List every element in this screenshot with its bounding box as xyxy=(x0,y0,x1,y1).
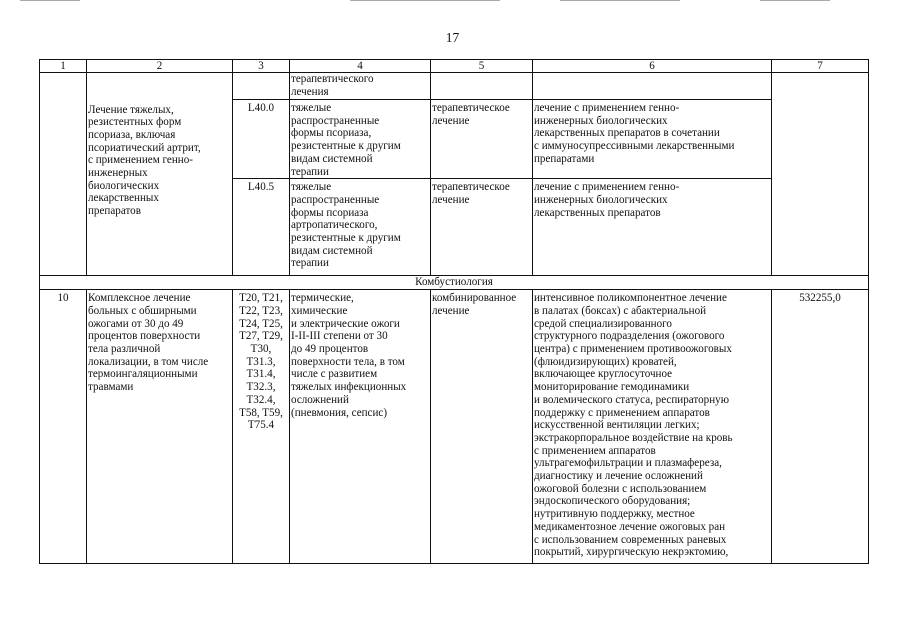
text-line: экстракорпоральное воздействие на кровь xyxy=(534,431,733,444)
text-lines xyxy=(88,290,231,394)
text-line: формы псориаза xyxy=(291,206,369,219)
text-line: лекарственных препаратов в сочетании xyxy=(534,127,720,140)
text-line: T27, T29, xyxy=(239,330,283,343)
method-name-cell xyxy=(87,100,233,276)
text-line: лечение с применением генно- xyxy=(534,181,680,194)
text-line: интенсивное поликомпонентное лечение xyxy=(534,292,727,305)
text-line: лекарственных xyxy=(88,192,159,205)
text-line: с применением генно- xyxy=(88,154,193,167)
diagnosis-code: L40.5 xyxy=(247,181,275,194)
text-line: терапевтическое xyxy=(432,102,510,114)
text-line: Комплексное лечение xyxy=(88,292,191,305)
text-line: T24, T25, xyxy=(239,317,283,330)
text-line: ожоговой болезни с использованием xyxy=(534,482,707,495)
text-line: тела различной xyxy=(88,343,161,356)
text-line: осложнений xyxy=(291,393,349,406)
text-line: T31.4, xyxy=(246,368,276,381)
text-lines xyxy=(432,290,531,317)
header-cell: 5 xyxy=(431,60,533,73)
treatment-type-cell xyxy=(431,100,533,179)
header-cell: 4 xyxy=(290,60,431,73)
code-cell xyxy=(233,100,290,179)
scan-artifact xyxy=(560,0,680,1)
code-cell xyxy=(233,290,290,564)
text-line: лечения xyxy=(291,85,329,98)
text-line: лечение xyxy=(432,114,470,127)
scan-artifact xyxy=(350,0,500,1)
method-name-cell xyxy=(87,73,233,100)
text-line: диагностику и лечение осложнений xyxy=(534,470,703,483)
text-line: инженерных биологических xyxy=(534,114,668,127)
text-line: резистентные к другим xyxy=(291,140,401,153)
treatment-method-cell xyxy=(533,73,772,100)
treatment-method-cell xyxy=(533,290,772,564)
text-line: T32.3, xyxy=(246,381,276,394)
text-line: тяжелые xyxy=(291,181,332,194)
treatment-method-cell xyxy=(533,179,772,276)
text-line: формы псориаза, xyxy=(291,127,372,140)
text-line: покрытий, хирургическую некрэктомию, xyxy=(534,546,729,559)
row-number-cell xyxy=(40,290,87,564)
text-lines xyxy=(234,290,288,432)
section-title: Комбустиология xyxy=(40,276,869,290)
page-number: 17 xyxy=(445,30,460,45)
text-line: лечение с применением генно- xyxy=(534,102,680,114)
text-line: и электрические ожоги xyxy=(291,317,400,330)
table-row xyxy=(40,290,869,564)
text-line: T30, xyxy=(250,343,272,356)
text-line: терапии xyxy=(291,165,329,178)
text-line: термические, xyxy=(291,292,354,305)
text-lines xyxy=(534,179,770,219)
text-lines xyxy=(291,179,429,270)
patient-model-cell xyxy=(290,179,431,276)
text-line: процентов поверхности xyxy=(88,330,201,343)
header-cell: 7 xyxy=(772,60,869,73)
text-line: больных с обширными xyxy=(88,304,197,317)
text-line: мониторирование гемодинамики xyxy=(534,381,690,394)
treatment-type-cell xyxy=(431,73,533,100)
text-lines xyxy=(534,100,770,166)
section-row xyxy=(40,276,869,290)
text-lines xyxy=(291,290,429,419)
row-number-cell xyxy=(40,73,87,276)
text-line: в палатах (боксах) с абактериальной xyxy=(534,304,707,317)
text-lines xyxy=(291,73,429,98)
text-line: резистентных форм xyxy=(88,116,182,129)
text-line: распространенные xyxy=(291,193,380,206)
text-line: T32.4, xyxy=(246,393,276,406)
text-line: T22, T23, xyxy=(239,304,283,317)
text-line: ожогами от 30 до 49 xyxy=(88,317,184,330)
treatment-table xyxy=(39,59,869,564)
text-line: препаратами xyxy=(534,152,595,165)
scan-artifact xyxy=(760,0,830,1)
text-lines xyxy=(291,100,429,178)
text-lines xyxy=(432,179,531,206)
text-line: лекарственных препаратов xyxy=(534,206,661,219)
cost-cell xyxy=(772,73,869,276)
patient-model-cell xyxy=(290,73,431,100)
text-line: термоингаляционными xyxy=(88,368,198,381)
text-line: нутритивную поддержку, местное xyxy=(534,508,695,521)
text-line: комбинированное xyxy=(432,292,517,305)
row-number: 10 xyxy=(57,292,69,305)
header-cell: 6 xyxy=(533,60,772,73)
text-line: тяжелые xyxy=(291,102,332,114)
text-line: ультрагемофильтрации и плазмафереза, xyxy=(534,457,722,470)
text-line: тяжелых инфекционных xyxy=(291,381,407,394)
text-line: инженерных биологических xyxy=(534,193,668,206)
text-line: лечение xyxy=(432,304,470,317)
text-lines xyxy=(534,290,770,559)
text-line: I-II-III степени от 30 xyxy=(291,330,388,343)
cost-cell xyxy=(772,290,869,564)
table-row xyxy=(40,73,869,100)
header-cell: 1 xyxy=(40,60,87,73)
text-line: искусственной вентиляции легких; xyxy=(534,419,700,432)
text-line: артропатического, xyxy=(291,219,378,232)
text-line: включающее круглосуточное xyxy=(534,368,673,381)
patient-model-cell xyxy=(290,100,431,179)
patient-model-cell xyxy=(290,290,431,564)
text-line: с иммуносупрессивными лекарственными xyxy=(534,140,735,153)
text-line: локализации, в том числе xyxy=(88,355,209,368)
text-line: структурного подразделения (ожогового xyxy=(534,330,725,343)
text-line: видам системной xyxy=(291,152,373,165)
treatment-type-cell xyxy=(431,179,533,276)
treatment-method-cell xyxy=(533,100,772,179)
table-row xyxy=(40,100,869,179)
code-cell xyxy=(233,179,290,276)
method-name-cell xyxy=(87,290,233,564)
text-line: центра) с применением противоожоговых xyxy=(534,343,732,356)
text-line: T58, T59, xyxy=(239,406,283,419)
text-line: и волемического статуса, респираторную xyxy=(534,393,729,406)
text-line: числе с развитием xyxy=(291,368,378,381)
text-line: псориаза, включая xyxy=(88,128,176,141)
code-cell xyxy=(233,73,290,100)
text-line: травмами xyxy=(88,381,134,394)
text-line: препаратов xyxy=(88,205,141,218)
text-line: T75.4 xyxy=(247,419,275,432)
scan-artifact xyxy=(20,0,80,1)
text-line: резистентные к другим xyxy=(291,232,401,245)
text-line: химические xyxy=(291,304,348,317)
text-line: с использованием современных раневых xyxy=(534,533,727,546)
diagnosis-code: L40.0 xyxy=(247,102,275,114)
cost-value: 532255,0 xyxy=(799,292,841,305)
header-cell: 2 xyxy=(87,60,233,73)
text-line: с применением аппаратов xyxy=(534,444,656,457)
text-line: T31.3, xyxy=(246,355,276,368)
header-cell: 3 xyxy=(233,60,290,73)
text-line: Лечение тяжелых, xyxy=(88,103,174,116)
text-line: (пневмония, сепсис) xyxy=(291,406,388,419)
text-line: лечение xyxy=(432,193,470,206)
text-line: поддержку с применением аппаратов xyxy=(534,406,710,419)
text-line: инженерных xyxy=(88,167,148,180)
text-line: биологических xyxy=(88,179,160,192)
text-line: (флюидизирующих) кроватей, xyxy=(534,355,677,368)
text-line: терапевтическое xyxy=(432,181,510,194)
treatment-type-cell xyxy=(431,290,533,564)
text-line: псориатический артрит, xyxy=(88,141,201,154)
text-line: видам системной xyxy=(291,244,373,257)
text-line: T20, T21, xyxy=(239,292,283,305)
text-line: поверхности тела, в том xyxy=(291,355,405,368)
text-line: терапевтического xyxy=(291,73,374,85)
text-line: средой специализированного xyxy=(534,317,672,330)
text-line: до 49 процентов xyxy=(291,343,369,356)
text-line: распространенные xyxy=(291,114,380,127)
text-line: медикаментозное лечение ожоговых ран xyxy=(534,520,726,533)
text-lines xyxy=(432,100,531,127)
text-lines xyxy=(88,100,231,218)
text-line: терапии xyxy=(291,257,329,270)
table-header-row xyxy=(40,60,869,73)
text-line: эндоскопического оборудования; xyxy=(534,495,691,508)
